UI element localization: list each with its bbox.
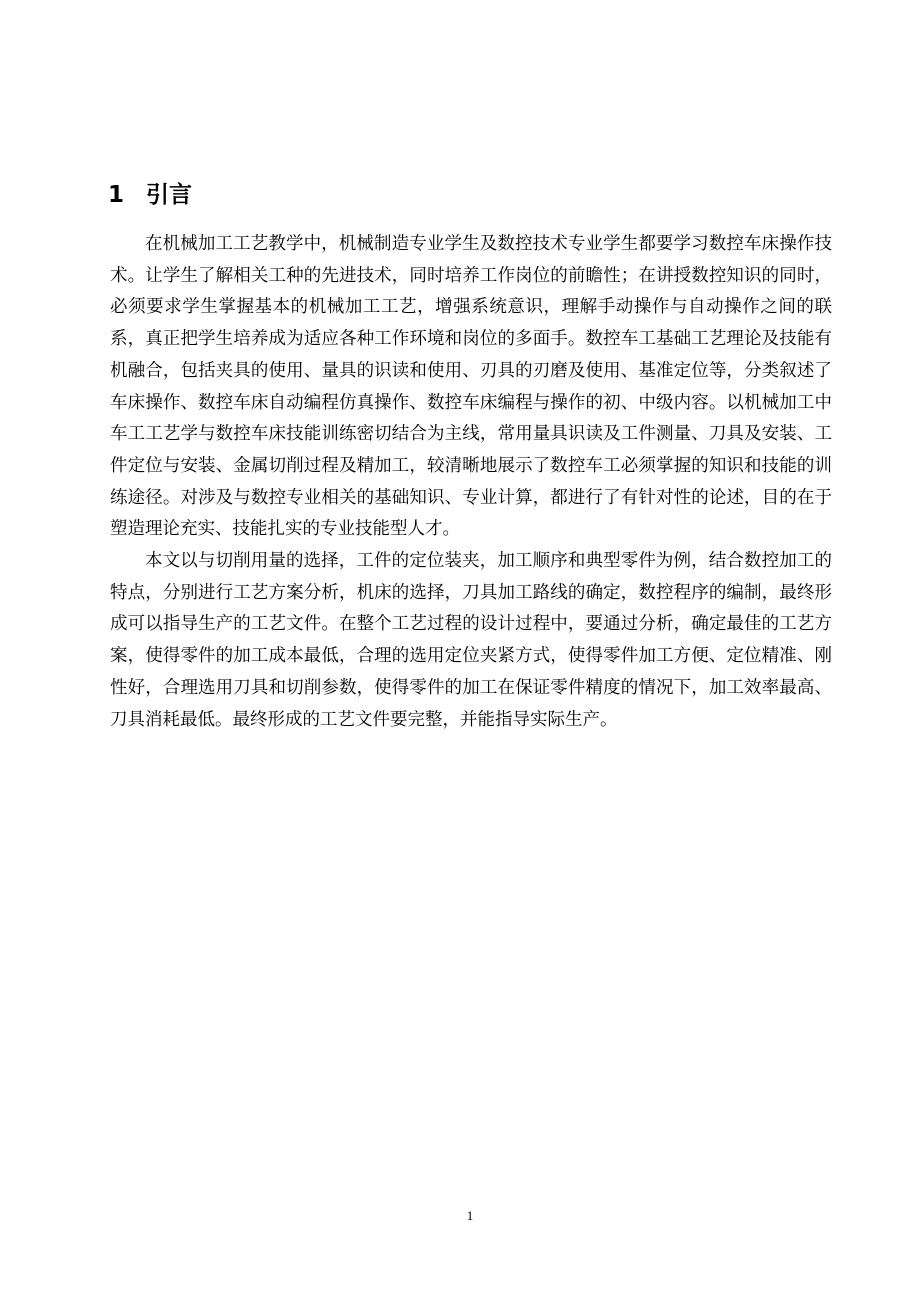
section-title: 引言 [146, 182, 192, 208]
body-text [110, 229, 832, 736]
paragraph: 本文以与切削用量的选择，工件的定位装夹，加工顺序和典型零件为例，结合数控加工的特点，分别进行工艺方案分析，机床的选择，刀具加工路线的确定，数控程序的编制，最终形成可以指导生产的工艺文件。在整个工艺过程的设计过程中，要通过分析，确定最佳的工艺方案，使得零件的加工成本最低，合理的选用定位夹紧方式，使得零件加工方便、定位精准、刚性好，合理选用刀具和切削参数，使得零件的加工在保证零件精度的情况下，加工效率最高、刀具消耗最低。最终形成的工艺文件要完整，并能指导实际生产。 [110, 551, 832, 730]
section-heading [108, 178, 192, 212]
paragraph: 在机械加工工艺教学中，机械制造专业学生及数控技术专业学生都要学习数控车床操作技术。让学生了解相关工种的先进技术，同时培养工作岗位的前瞻性；在讲授数控知识的同时，必须要求学生掌握基本的机械加工工艺，增强系统意识，理解手动操作与自动操作之间的联系，真正把学生培养成为适应各种工作环境和岗位的多面手。数控车工基础工艺理论及技能有机融合，包括夹具的使用、量具的识读和使用、刃具的刃磨及使用、基准定位等，分类叙述了车床操作、数控车床自动编程仿真操作、数控车床编程与操作的初、中级内容。以机械加工中车工工艺学与数控车床技能训练密切结合为主线，常用量具识读及工件测量、刀具及安装、工件定位与安装、金属切削过程及精加工，较清晰地展示了数控车工必须掌握的知识和技能的训练途径。对涉及与数控专业相关的基础知识、专业计算，都进行了有针对性的论述，目的在于塑造理论充实、技能扎实的专业技能型人才。 [110, 234, 832, 540]
page-number: 1 [466, 1208, 474, 1223]
section-number: 1 [108, 182, 125, 208]
